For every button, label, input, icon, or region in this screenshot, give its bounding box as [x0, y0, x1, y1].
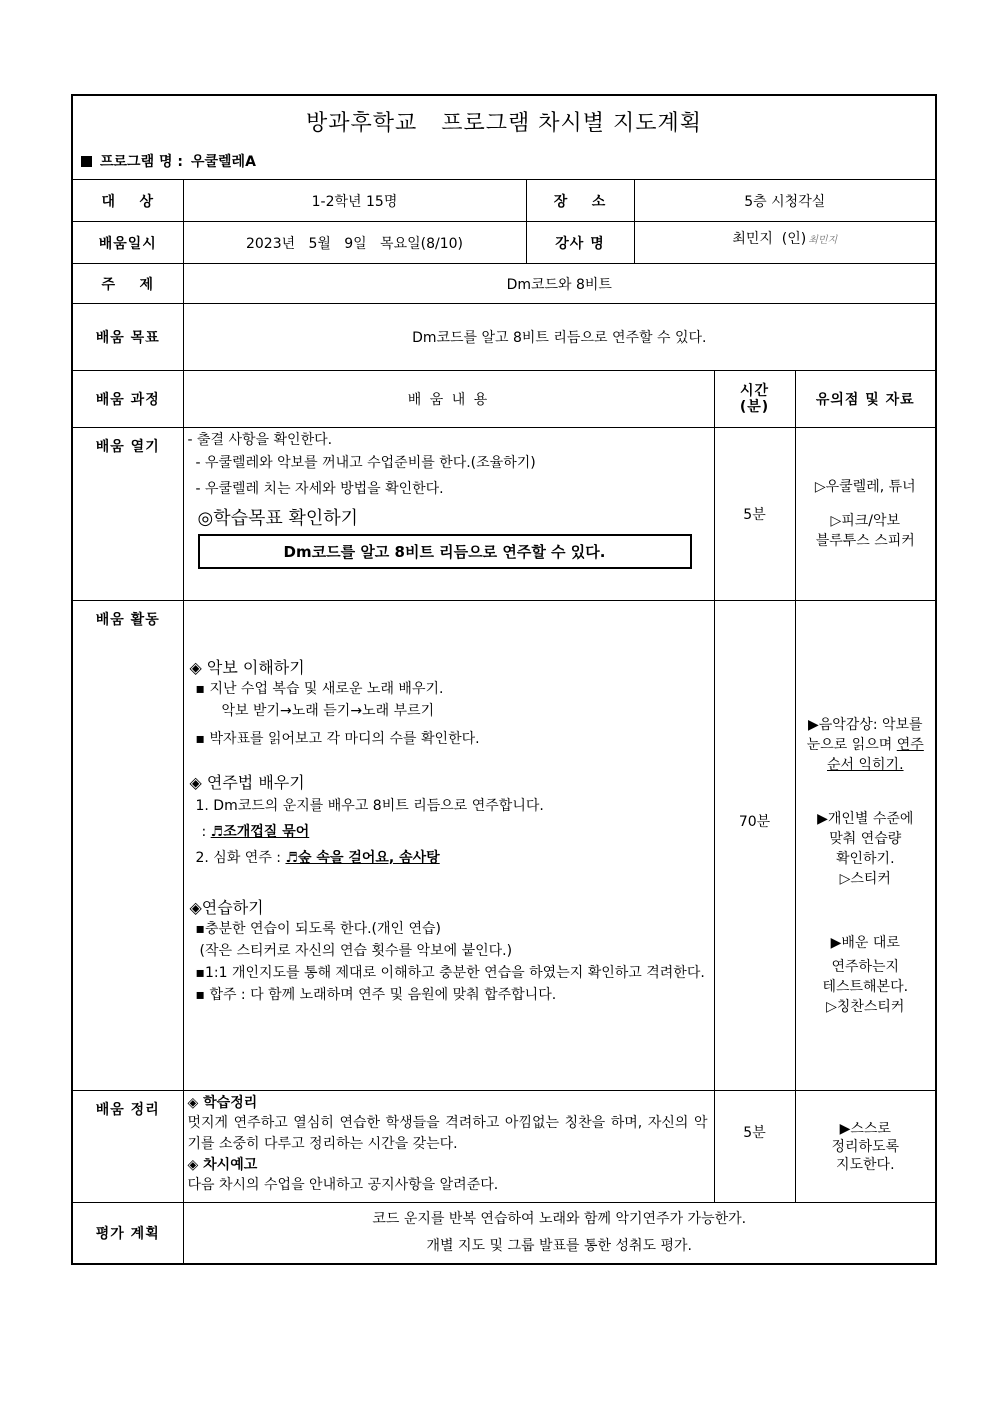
date-value: 2023년 5월 9일 목요일(8/10) — [183, 222, 526, 264]
opening-content — [183, 428, 714, 601]
closing-content — [183, 1091, 714, 1203]
square-bullet-icon — [81, 156, 92, 167]
evaluation-line-2: 개별 지도 및 그룹 발표를 통한 성취도 평가. — [426, 1237, 693, 1254]
closing-paragraph-1: 멋지게 연주하고 열심히 연습한 학생들을 격려하고 아낌없는 칭찬을 하며, 자신의 악기를 소중히 다루고 정리하는 시간을 갖는다. — [187, 1115, 708, 1152]
opening-note-1: ▷우쿨렐레, 튜너 — [814, 479, 916, 495]
activity-s3-line-4: ▪ 합주 : 다 함께 노래하며 연주 및 음원에 맞춰 합주합니다. — [195, 987, 557, 1003]
place-value: 5층 시청각실 — [634, 180, 936, 222]
activity-note-2b: 맞춰 연습량 — [829, 831, 902, 847]
page-title: 방과후학교 프로그램 차시별 지도계획 — [306, 111, 703, 136]
activity-s2-heading: ◈ 연주법 배우기 — [189, 773, 305, 792]
activity-s1-line-2: 악보 받기→노래 듣기→노래 부르기 — [221, 703, 435, 719]
activity-time: 70분 — [714, 601, 795, 1091]
activity-s3-line-2: (작은 스티커로 자신의 연습 횟수를 악보에 붙인다.) — [199, 943, 513, 959]
activity-s2-line-2 — [190, 821, 706, 843]
opening-line-1: - 출결 사항을 확인한다. — [187, 432, 333, 448]
opening-time: 5분 — [714, 428, 795, 601]
lesson-plan-table — [71, 94, 937, 1265]
activity-s2-line-1: 1. Dm코드의 운지를 배우고 8비트 리듬으로 연주합니다. — [195, 798, 544, 814]
activity-s3-line-1: ▪충분한 연습이 되도록 한다.(개인 연습) — [195, 921, 442, 937]
closing-note-1: ▶스스로 — [839, 1120, 891, 1137]
activity-label — [72, 601, 183, 1091]
goal-value: Dm코드를 알고 8비트 리듬으로 연주할 수 있다. — [183, 304, 936, 371]
subject-value: Dm코드와 8비트 — [183, 264, 936, 304]
closing-note-2: 정리하도록 — [831, 1138, 900, 1155]
opening-note-2: ▷피크/악보 — [830, 513, 901, 529]
teacher-cell — [634, 222, 936, 264]
activity-song-2: ♬숲 속을 걸어요, 솜사탕 — [285, 850, 440, 866]
activity-label-text: 배움 활동 — [95, 612, 160, 628]
subject-label: 주 제 — [72, 264, 183, 304]
program-label: 프로그램 명 : — [100, 154, 183, 170]
activity-s3-line-3: ▪1:1 개인지도를 통해 제대로 이해하고 충분한 연습을 하였는지 확인하고 격려한다. — [195, 965, 705, 981]
opening-goal-heading: ◎학습목표 확인하기 — [197, 508, 359, 529]
activity-note-3b: 연주하는지 — [831, 959, 900, 975]
program-value: 우쿨렐레A — [190, 154, 256, 170]
opening-label-text: 배움 열기 — [95, 439, 160, 455]
teacher-signature: 최민지 — [808, 235, 838, 246]
closing-time: 5분 — [714, 1091, 795, 1203]
teacher-value: 최민지 (인) — [732, 231, 807, 247]
col-content-header: 배 움 내 용 — [183, 371, 714, 428]
closing-heading-2: ◈ 차시예고 — [187, 1157, 258, 1173]
col-notes-header: 유의점 및 자료 — [795, 371, 936, 428]
opening-line-2: - 우쿨렐레와 악보를 꺼내고 수업준비를 한다.(조율하기) — [195, 455, 536, 471]
activity-note-1d: 순서 익히기. — [827, 757, 904, 773]
activity-notes — [795, 601, 936, 1091]
activity-note-1c: 연주 — [896, 737, 924, 753]
activity-note-2a: ▶개인별 수준에 — [817, 811, 914, 827]
closing-label — [72, 1091, 183, 1203]
col-time-header: 시간 (분) — [714, 371, 795, 428]
closing-paragraph-2: 다음 차시의 수업을 안내하고 공지사항을 알려준다. — [187, 1177, 499, 1193]
activity-note-3d: ▷칭찬스티커 — [826, 999, 905, 1015]
evaluation-line-1: 코드 운지를 반복 연습하여 노래와 함께 악기연주가 가능한가. — [372, 1210, 747, 1227]
target-value: 1-2학년 15명 — [183, 180, 526, 222]
program-name — [73, 137, 935, 179]
evaluation-label: 평가 계획 — [72, 1203, 183, 1264]
opening-note-3: 블루투스 스피커 — [815, 533, 915, 549]
goal-label: 배움 목표 — [72, 304, 183, 371]
date-label: 배움일시 — [72, 222, 183, 264]
activity-note-3c: 테스트해본다. — [822, 979, 909, 995]
activity-s2-line-3 — [190, 847, 706, 869]
closing-heading-1: ◈ 학습정리 — [187, 1095, 258, 1111]
closing-note-3: 지도한다. — [835, 1156, 895, 1173]
activity-content — [183, 601, 714, 1091]
activity-note-1b-text: 눈으로 읽으며 — [806, 737, 893, 753]
title-cell — [72, 95, 936, 180]
activity-song-1: ♬조개껍질 묶어 — [210, 824, 310, 840]
opening-goal-box: Dm코드를 알고 8비트 리듬으로 연주할 수 있다. — [198, 534, 692, 569]
activity-s1-line-1: ▪ 지난 수업 복습 및 새로운 노래 배우기. — [195, 681, 444, 697]
activity-note-2d: ▷스티커 — [839, 871, 891, 887]
teacher-label: 강사 명 — [526, 222, 634, 264]
activity-s2-line-3-prefix: 2. 심화 연주 : — [195, 850, 282, 866]
opening-label — [72, 428, 183, 601]
activity-note-2c: 확인하기. — [835, 851, 895, 867]
activity-note-1a: ▶음악감상: 악보를 — [807, 717, 923, 733]
activity-s1-line-3: ▪ 박자표를 읽어보고 각 마디의 수를 확인한다. — [195, 731, 480, 747]
opening-notes — [795, 428, 936, 601]
opening-line-3: - 우쿨렐레 치는 자세와 방법을 확인한다. — [195, 481, 444, 497]
col-process-header: 배움 과정 — [72, 371, 183, 428]
activity-s1-heading: ◈ 악보 이해하기 — [189, 658, 305, 677]
closing-label-text: 배움 정리 — [95, 1102, 160, 1118]
activity-s3-heading: ◈연습하기 — [189, 898, 264, 917]
activity-note-3a: ▶배운 대로 — [830, 935, 900, 951]
place-label: 장 소 — [526, 180, 634, 222]
activity-note-1b — [796, 735, 936, 755]
closing-notes — [795, 1091, 936, 1203]
activity-s2-line-2-prefix: : — [201, 824, 207, 840]
target-label: 대 상 — [72, 180, 183, 222]
evaluation-content — [183, 1203, 936, 1264]
